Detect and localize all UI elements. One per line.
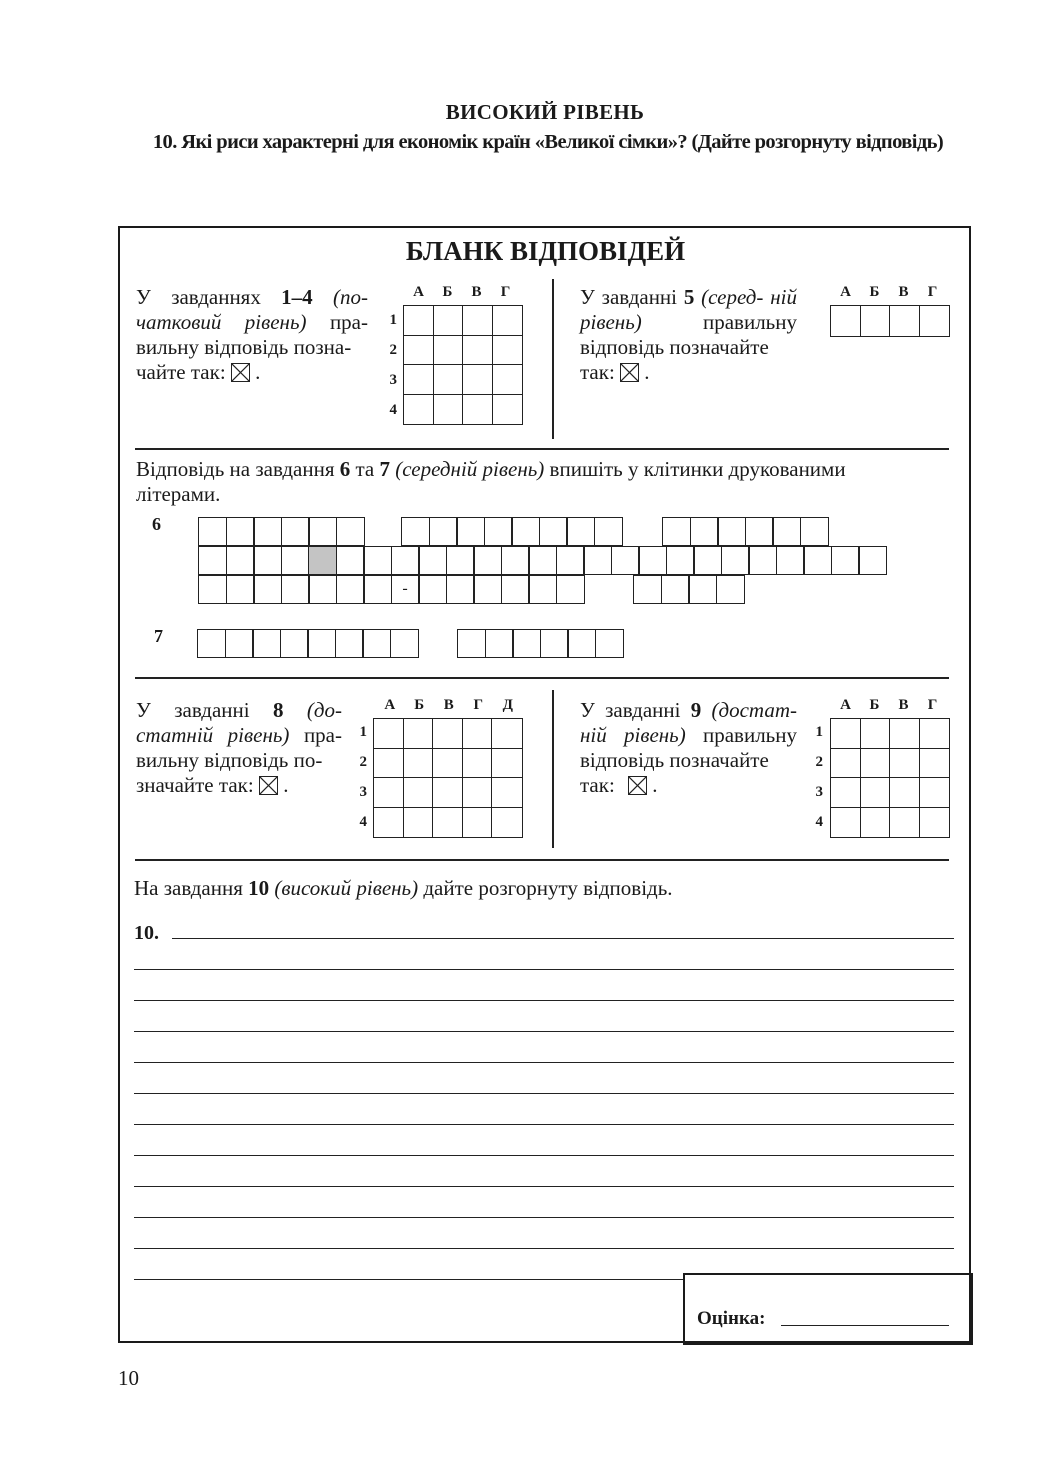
task-6-word-1[interactable] (198, 517, 363, 546)
page-number: 10 (118, 1366, 139, 1390)
task-7-label: 7 (154, 626, 163, 646)
instruction-tasks-1-4: У завданнях 1–4 (по- чатковий рівень) пра- вильну відповідь позна- чайте так: . (136, 285, 368, 384)
instruction-task-5: У завданні 5 (серед- ній рівень) правильну відповідь позначайте так: . (580, 285, 797, 384)
answer-line[interactable] (134, 1155, 954, 1156)
crossed-box-icon (231, 363, 250, 382)
section-divider (135, 448, 949, 450)
answer-grid-tasks-1-4[interactable] (403, 305, 523, 425)
grid-5-column-labels: А Б В Г (840, 284, 938, 300)
grid-1-4-row-labels: 1 2 3 4 (389, 312, 397, 418)
shaded-cell (308, 546, 337, 575)
vertical-divider (552, 690, 554, 848)
grid-8-column-labels: А Б В Г Д (384, 697, 513, 713)
grid-9-column-labels: А Б В Г (840, 697, 938, 713)
level-heading: ВИСОКИЙ РІВЕНЬ (445, 100, 645, 124)
answer-grid-task-8[interactable] (373, 718, 523, 838)
task-6-word-3[interactable] (662, 517, 827, 546)
section-divider (135, 859, 949, 861)
instruction-task-10: На завдання 10 (високий рівень) дайте розгорнуту відповідь. (134, 876, 673, 900)
answer-line[interactable] (134, 1217, 954, 1218)
answer-line[interactable] (134, 1186, 954, 1187)
instruction-task-8: У завданні 8 (до- статній рівень) пра- вильну відповідь по- значайте так: . (136, 698, 343, 797)
task-6-word-2[interactable] (401, 517, 621, 546)
answer-sheet-title: БЛАНК ВІДПОВІДЕЙ (405, 236, 686, 266)
grid-8-row-labels: 1 2 3 4 (359, 724, 367, 830)
hyphen-mark: - (402, 580, 408, 597)
vertical-divider (552, 279, 554, 439)
crossed-box-icon (259, 776, 278, 795)
task-7-word-1[interactable] (197, 629, 417, 658)
question-number: 10. (152, 131, 177, 153)
instruction-task-9: У завданні 9 (достат- ній рівень) правильну відповідь позначайте так: . (580, 698, 797, 797)
question-text: Які риси характерні для економік країн «Великої сімки»? (Дайте розгорнуту відповідь) (181, 131, 944, 153)
answer-line[interactable] (134, 1124, 954, 1125)
task-6-label: 6 (152, 514, 161, 534)
answer-grid-task-5[interactable] (830, 305, 950, 337)
section-divider (135, 677, 949, 679)
crossed-box-icon (628, 776, 647, 795)
answer-line[interactable] (134, 1031, 954, 1032)
instruction-tasks-6-7: Відповідь на завдання 6 та 7 (середній рівень) впишіть у клітинки друкованими літерами. (136, 457, 846, 506)
answer-grid-task-9[interactable] (830, 718, 950, 838)
task-6-row-3-part-2[interactable] (633, 575, 743, 604)
task-6-row-2[interactable] (198, 546, 886, 575)
answer-line[interactable] (172, 938, 954, 939)
crossed-box-icon (620, 363, 639, 382)
grid-1-4-column-labels: А Б В Г (413, 284, 511, 300)
answer-line[interactable] (134, 969, 954, 970)
answer-line[interactable] (134, 1093, 954, 1094)
task-6-row-3-part-1[interactable] (198, 575, 583, 604)
grade-label: Оцінка: (697, 1308, 766, 1329)
answer-line[interactable] (134, 1248, 954, 1249)
question-10-heading (118, 131, 978, 154)
grid-9-row-labels: 1 2 3 4 (815, 724, 823, 830)
grade-line[interactable] (781, 1325, 949, 1326)
task-10-label: 10. (134, 922, 159, 944)
answer-line[interactable] (134, 1279, 684, 1280)
answer-line[interactable] (134, 1062, 954, 1063)
answer-line[interactable] (134, 1000, 954, 1001)
task-7-word-2[interactable] (457, 629, 622, 658)
